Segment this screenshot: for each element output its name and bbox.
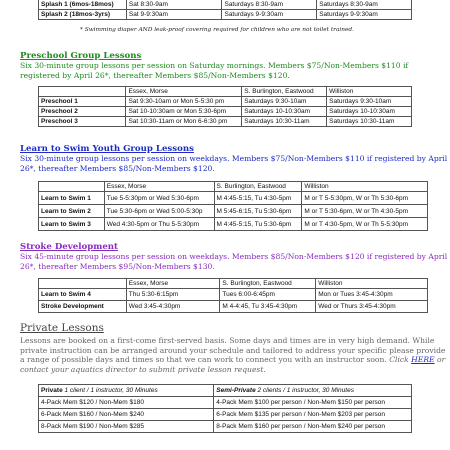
schedule-cell: M or T 5-5:30pm, W or Th 5:30-6pm: [302, 192, 428, 205]
schedule-cell: Saturdays 10-10:30am: [327, 107, 412, 117]
learn-to-swim-description: Six 30-minute group lessons per session on weekdays. Members $75/Non-Members $110 if registered by April 26*, thereafter Members $85/Non-Members $120.: [20, 154, 448, 173]
private-request-link[interactable]: HERE: [411, 355, 435, 365]
schedule-cell: Sat 10-10:30am or Mon 5:30-6pm: [126, 107, 242, 117]
table-row: [39, 97, 412, 107]
price-cell: 8-Pack Mem $190 / Non-Mem $285: [39, 421, 214, 433]
table-row: [39, 218, 428, 231]
level-cell: Preschool 3: [39, 117, 126, 127]
table-row: [39, 397, 412, 409]
stroke-development-description: Six 45-minute group lessons per session on weekdays. Members $85/Non-Members $120 if registered by April 26*, thereafter Members $95/Non-Members $130.: [20, 252, 448, 271]
swim-diaper-note: * Swimming diaper AND leak-proof covering required for children who are not toilet trained.: [80, 27, 354, 33]
table-row: [39, 0, 412, 10]
stroke-development-schedule-table: [38, 278, 428, 313]
learn-to-swim-heading: Learn to Swim Youth Group Lessons: [20, 144, 194, 154]
stroke-development-heading: Stroke Development: [20, 242, 119, 252]
price-cell: 8-Pack Mem $160 per person / Non-Mem $240 per person: [214, 421, 412, 433]
table-header-row: [39, 182, 428, 192]
splash-cell: Saturdays 9-9:30am: [222, 10, 317, 20]
schedule-cell: Saturdays 10:30-11am: [327, 117, 412, 127]
schedule-cell: Wed or Thurs 3:45-4:30pm: [316, 301, 428, 313]
splash-schedule-table: [38, 0, 412, 20]
header-cell: S. Burlington, Eastwood: [242, 87, 327, 97]
level-cell: Preschool 1: [39, 97, 126, 107]
splash-cell: Saturdays 8:30-9am: [317, 0, 412, 10]
price-cell: 6-Pack Mem $135 per person / Non-Mem $203 per person: [214, 409, 412, 421]
table-header-row: [39, 279, 428, 289]
click-suffix: or contact your aquatics director to submit private lesson request.: [20, 355, 446, 374]
price-cell: 6-Pack Mem $160 / Non-Mem $240: [39, 409, 214, 421]
schedule-cell: M or T 5:30-6pm, W or Th 4:30-5pm: [302, 205, 428, 218]
level-cell: Learn to Swim 4: [39, 289, 127, 301]
schedule-cell: Saturdays 10:30-11am: [242, 117, 327, 127]
table-row: [39, 421, 412, 433]
learn-to-swim-schedule-table: [38, 181, 428, 231]
table-row: [39, 289, 428, 301]
private-header-label: Private: [41, 387, 63, 394]
private-lessons-description: [20, 336, 448, 374]
table-row: [39, 301, 428, 313]
table-row: [39, 192, 428, 205]
header-cell: S. Burlington, Eastwood: [214, 182, 302, 192]
splash-cell: Saturdays 8:30-9am: [222, 0, 317, 10]
schedule-cell: Tue 5-5:30pm or Wed 5:30-6pm: [104, 192, 214, 205]
semi-private-header-detail: 2 clients / 1 instructor, 30 Minutes: [257, 387, 354, 394]
private-lessons-heading: Private Lessons: [20, 322, 104, 334]
schedule-cell: M or T 4:30-5pm, W or Th 5-5:30pm: [302, 218, 428, 231]
schedule-cell: M 5:45-6:15, Tu 5:30-6pm: [214, 205, 302, 218]
schedule-cell: Saturdays 9:30-10am: [242, 97, 327, 107]
semi-private-header-label: Semi-Private: [216, 387, 256, 394]
splash-cell: Sat 8:30-9am: [126, 0, 222, 10]
table-row: [39, 10, 412, 20]
table-row: [39, 117, 412, 127]
header-cell: Essex, Morse: [104, 182, 214, 192]
schedule-cell: Thu 5:30-6:15pm: [126, 289, 220, 301]
table-row: [39, 107, 412, 117]
header-cell: Williston: [316, 279, 428, 289]
table-header-row: [39, 87, 412, 97]
private-header-cell: [39, 385, 214, 397]
header-cell: S. Burlington, Eastwood: [220, 279, 316, 289]
schedule-cell: Saturdays 9:30-10am: [327, 97, 412, 107]
schedule-cell: Wed 3:45-4:30pm: [126, 301, 220, 313]
header-cell: Essex, Morse: [126, 87, 242, 97]
header-cell: [39, 279, 127, 289]
table-row: [39, 205, 428, 218]
click-prefix: Click: [389, 355, 412, 365]
table-row: [39, 409, 412, 421]
price-cell: 4-Pack Mem $100 per person / Non-Mem $150 per person: [214, 397, 412, 409]
schedule-cell: Saturdays 10-10:30am: [242, 107, 327, 117]
level-cell: Stroke Development: [39, 301, 127, 313]
level-cell: Learn to Swim 2: [39, 205, 105, 218]
private-lessons-text: Lessons are booked on a first-come first-served basis. Some days and times are in very high demand. While private instruction can be arranged around your schedule and tailored to address your specific please provide a range of possible days and times so that we can work to connect you with an instructor soon.: [20, 336, 446, 365]
table-header-row: [39, 385, 412, 397]
preschool-heading: Preschool Group Lessons: [20, 51, 142, 61]
schedule-cell: Mon or Tues 3:45-4:30pm: [316, 289, 428, 301]
splash-cell: Splash 1 (6mos-18mos): [39, 0, 127, 10]
schedule-cell: Sat 9:30-10am or Mon 5-5:30 pm: [126, 97, 242, 107]
splash-cell: Sat 9-9:30am: [126, 10, 222, 20]
header-cell: [39, 87, 126, 97]
level-cell: Preschool 2: [39, 107, 126, 117]
level-cell: Learn to Swim 1: [39, 192, 105, 205]
preschool-schedule-table: [38, 86, 412, 127]
header-cell: Williston: [327, 87, 412, 97]
splash-cell: Saturdays 9-9:30am: [317, 10, 412, 20]
schedule-cell: M 4:45-5:15, Tu 4:30-5pm: [214, 192, 302, 205]
schedule-cell: Sat 10:30-11am or Mon 6-6:30 pm: [126, 117, 242, 127]
schedule-cell: Tue 5:30-6pm or Wed 5:00-5:30p: [104, 205, 214, 218]
header-cell: [39, 182, 105, 192]
header-cell: Williston: [302, 182, 428, 192]
private-lessons-pricing-table: [38, 384, 412, 433]
schedule-cell: M 4-4:45, Tu 3:45-4:30pm: [220, 301, 316, 313]
schedule-cell: M 4:45-5:15, Tu 5:30-6pm: [214, 218, 302, 231]
private-header-detail: 1 client / 1 instructor, 30 Minutes: [64, 387, 158, 394]
header-cell: Essex, Morse: [126, 279, 220, 289]
price-cell: 4-Pack Mem $120 / Non-Mem $180: [39, 397, 214, 409]
semi-private-header-cell: [214, 385, 412, 397]
level-cell: Learn to Swim 3: [39, 218, 105, 231]
preschool-description: Six 30-minute group lessons per session on Saturday mornings. Members $75/Non-Members $110 if registered by April 26*, thereafter Members $85/Non-Members $120.: [20, 61, 409, 80]
schedule-cell: Tues 6:00-6:45pm: [220, 289, 316, 301]
schedule-cell: Wed 4:30-5pm or Thu 5-5:30pm: [104, 218, 214, 231]
splash-cell: Splash 2 (18mos-3yrs): [39, 10, 127, 20]
